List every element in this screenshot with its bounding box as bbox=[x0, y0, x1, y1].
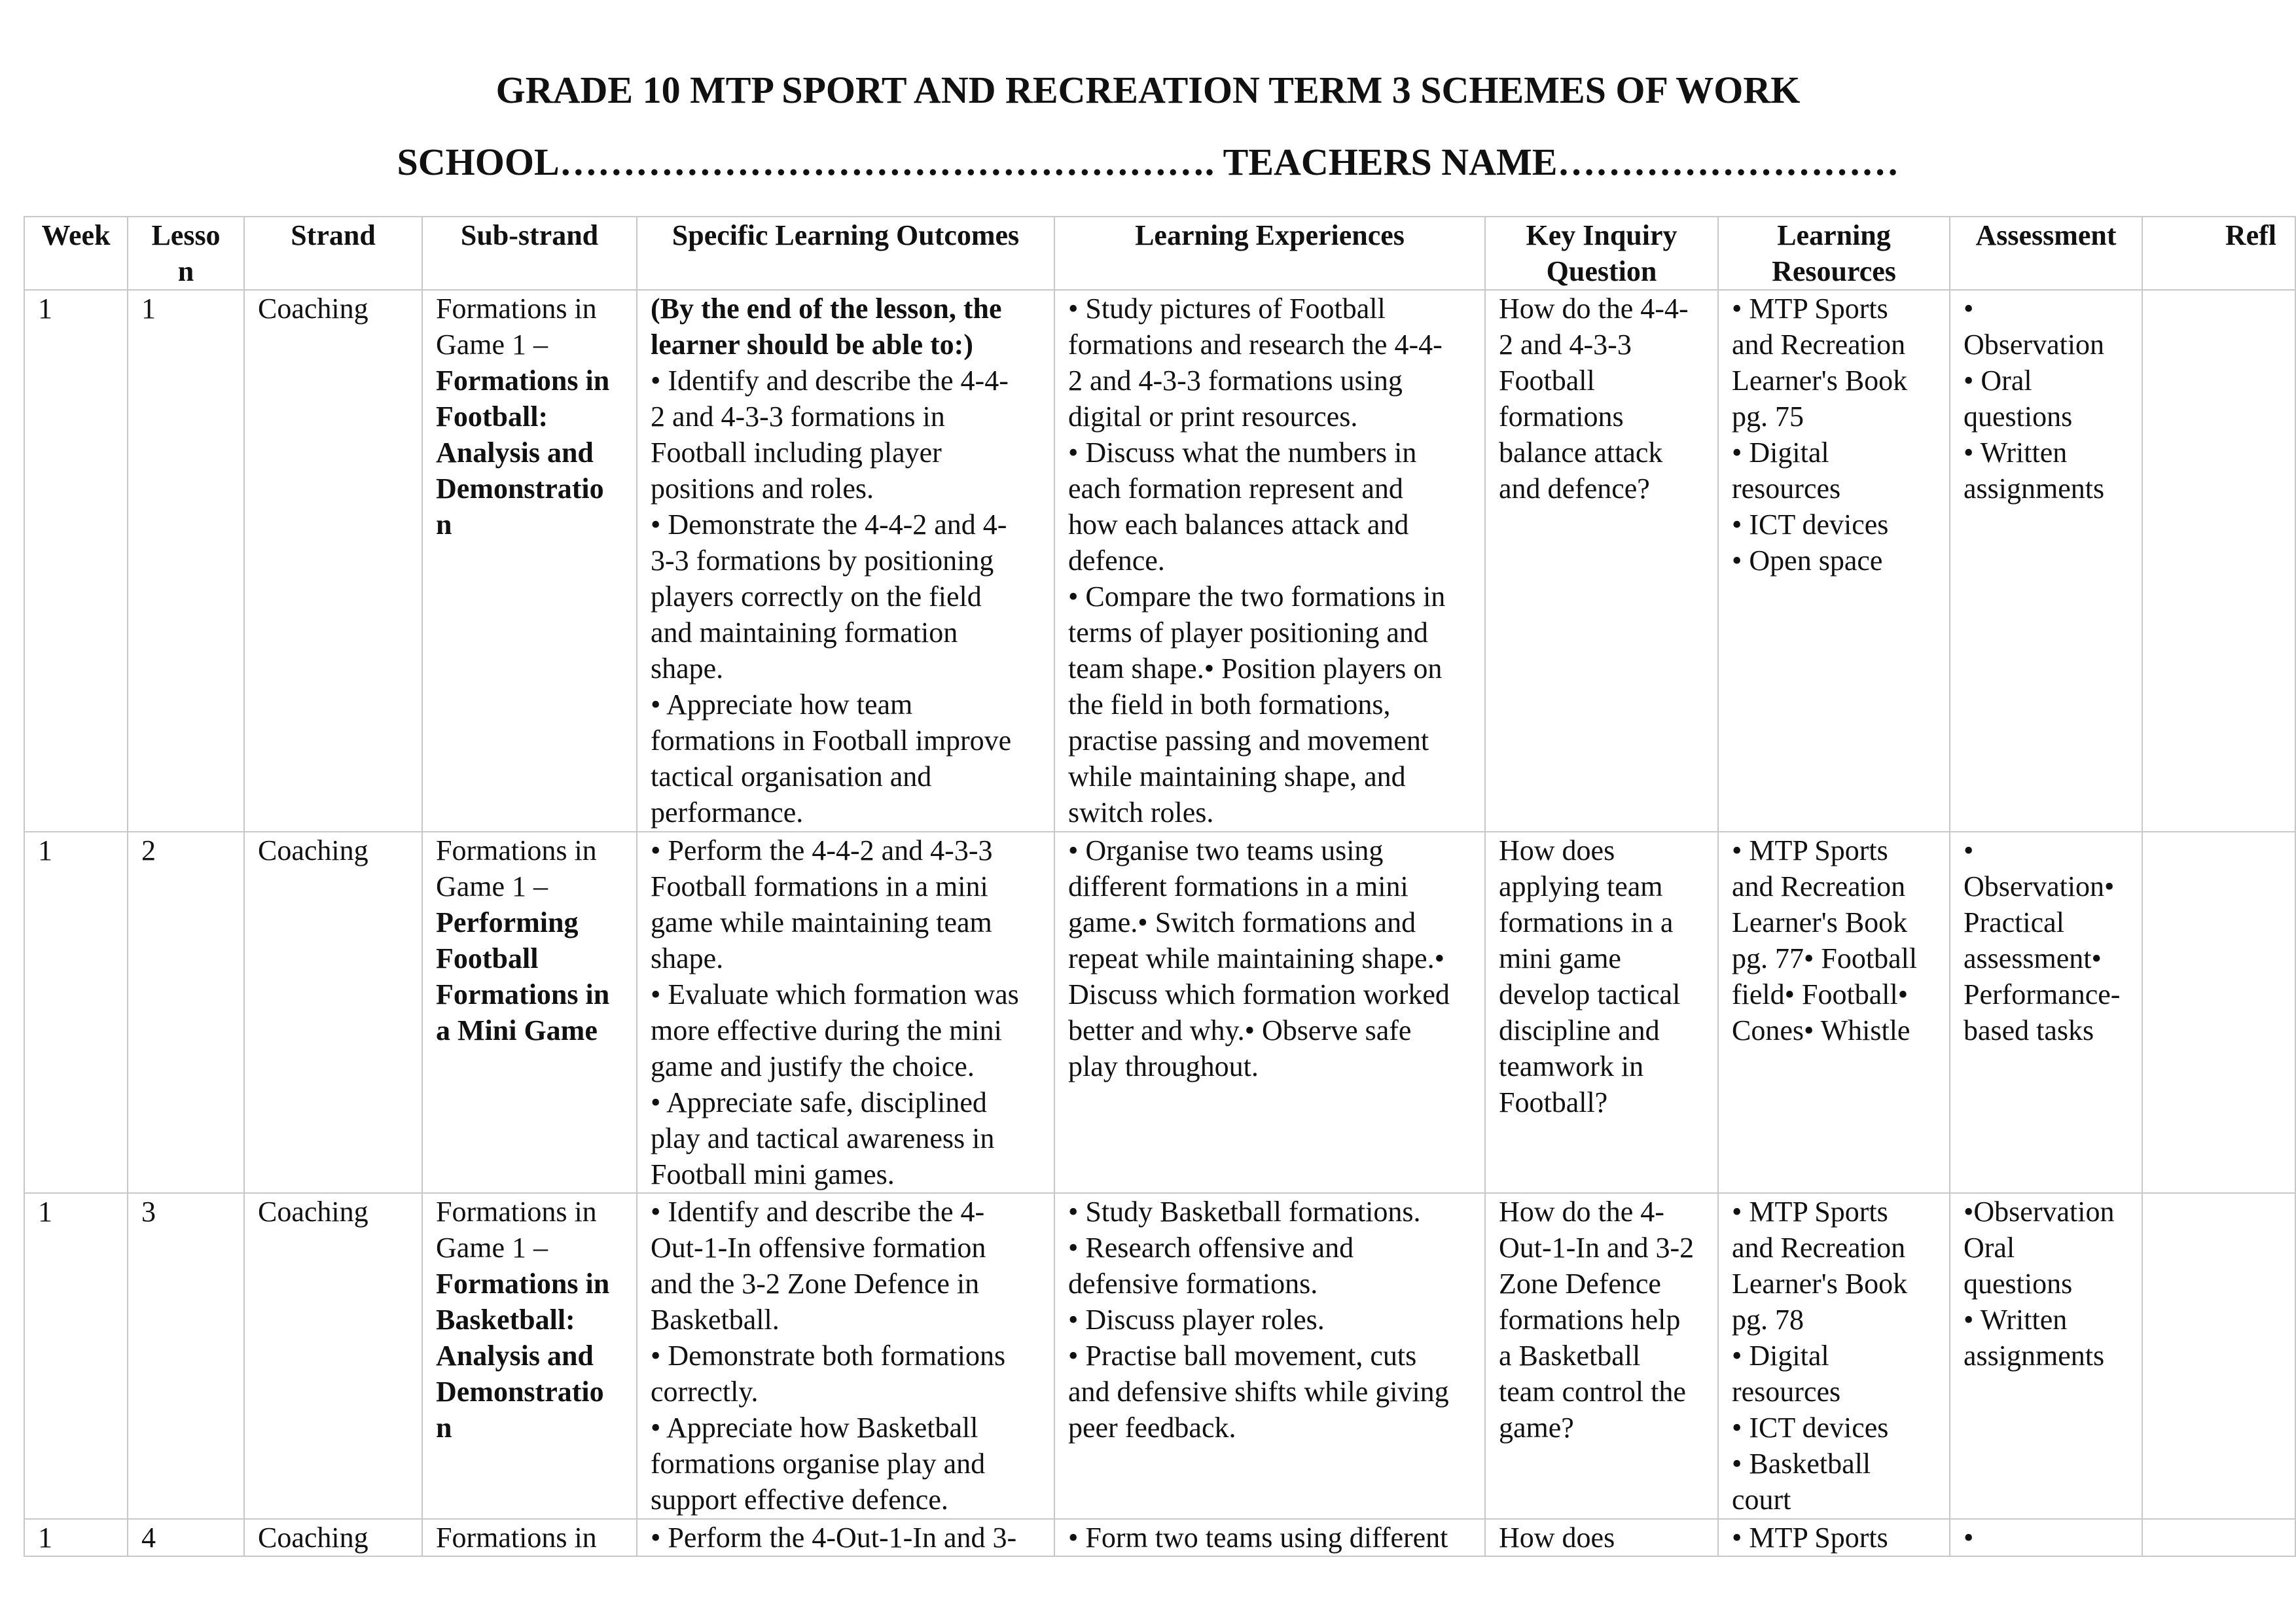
learning-outcomes-cell bbox=[637, 1519, 1054, 1556]
header-kiq-line1: Key Inquiry bbox=[1526, 219, 1677, 251]
learning-outcome-line: • Perform the 4-4-2 and 4-3-3 bbox=[651, 834, 993, 866]
learning-resource-line: Learner's Book bbox=[1732, 906, 1908, 938]
substrand-line: Game 1 – bbox=[436, 870, 548, 902]
substrand-title-line: Performing bbox=[436, 906, 579, 938]
learning-experience-line: • Compare the two formations in bbox=[1068, 580, 1446, 613]
assessment-cell bbox=[1950, 1519, 2142, 1556]
learning-experience-line: • Study pictures of Football bbox=[1068, 293, 1386, 325]
learning-outcome-line: 3-3 formations by positioning bbox=[651, 544, 994, 577]
learning-resource-line: • Digital bbox=[1732, 437, 1829, 469]
learning-resource-line: • Basketball bbox=[1732, 1448, 1871, 1480]
learning-outcome-line: correctly. bbox=[651, 1376, 759, 1408]
substrand-title-line: n bbox=[436, 1412, 452, 1444]
learning-outcome-line: • Demonstrate the 4-4-2 and 4- bbox=[651, 508, 1007, 541]
learning-outcome-line: tactical organisation and bbox=[651, 760, 932, 793]
learning-outcome-line: (By the end of the lesson, the bbox=[651, 293, 1002, 325]
week-cell: 1 bbox=[24, 1519, 128, 1556]
assessment-line: Practical bbox=[1964, 906, 2064, 938]
lesson-cell: 3 bbox=[128, 1193, 244, 1519]
learning-experience-line: 2 and 4-3-3 formations using bbox=[1068, 365, 1403, 397]
learning-experience-line: • Research offensive and bbox=[1068, 1232, 1354, 1264]
learning-experience-line: • Form two teams using different bbox=[1068, 1522, 1448, 1554]
learning-outcome-line: formations in Football improve bbox=[651, 724, 1012, 757]
learning-experiences-cell bbox=[1054, 1519, 1485, 1556]
learning-resource-line: field• Football• bbox=[1732, 978, 1909, 1010]
header-learning-resources bbox=[1718, 217, 1950, 290]
key-inquiry-line: teamwork in bbox=[1499, 1050, 1644, 1082]
learning-experiences-cell bbox=[1054, 1193, 1485, 1519]
lesson-cell: 2 bbox=[128, 832, 244, 1193]
learning-resource-line: and Recreation bbox=[1732, 1232, 1906, 1264]
header-learning-experiences: Learning Experiences bbox=[1054, 217, 1485, 290]
learning-outcome-line: and the 3-2 Zone Defence in bbox=[651, 1268, 980, 1300]
header-substrand: Sub-strand bbox=[422, 217, 637, 290]
assessment-cell bbox=[1950, 1193, 2142, 1519]
substrand-title-line: Demonstratio bbox=[436, 473, 604, 505]
learning-outcome-line: positions and roles. bbox=[651, 473, 874, 505]
header-row bbox=[24, 217, 2295, 290]
key-inquiry-line: discipline and bbox=[1499, 1014, 1660, 1046]
key-inquiry-line: develop tactical bbox=[1499, 978, 1681, 1010]
strand-cell: Coaching bbox=[244, 1519, 422, 1556]
learning-resource-line: pg. 75 bbox=[1732, 401, 1804, 433]
learning-resource-line: • Digital bbox=[1732, 1340, 1829, 1372]
key-inquiry-line: 2 and 4-3-3 bbox=[1499, 329, 1632, 361]
substrand-title-line: Analysis and bbox=[436, 437, 594, 469]
learning-outcome-line: Football including player bbox=[651, 437, 942, 469]
key-inquiry-line: team control the bbox=[1499, 1376, 1686, 1408]
learning-experience-line: • Practise ball movement, cuts bbox=[1068, 1340, 1417, 1372]
substrand-title-line: Basketball: bbox=[436, 1304, 575, 1336]
learning-outcome-line: more effective during the mini bbox=[651, 1014, 1002, 1046]
learning-resource-line: resources bbox=[1732, 473, 1841, 505]
key-inquiry-line: How do the 4-4- bbox=[1499, 293, 1689, 325]
reflection-cell bbox=[2142, 290, 2295, 832]
substrand-title-line: a Mini Game bbox=[436, 1014, 598, 1046]
learning-outcome-line: • Appreciate how Basketball bbox=[651, 1412, 978, 1444]
substrand-title-line: Formations in bbox=[436, 365, 610, 397]
learning-outcome-line: • Appreciate how team bbox=[651, 688, 913, 721]
key-inquiry-line: Football? bbox=[1499, 1086, 1608, 1118]
table-row bbox=[24, 1193, 2295, 1519]
learning-experiences-cell bbox=[1054, 832, 1485, 1193]
assessment-line: • Written bbox=[1964, 437, 2068, 469]
key-inquiry-line: How do the 4- bbox=[1499, 1196, 1664, 1228]
assessment-line: • bbox=[1964, 1522, 1974, 1554]
learning-outcome-line: game and justify the choice. bbox=[651, 1050, 975, 1082]
learning-resource-line: and Recreation bbox=[1732, 870, 1906, 902]
learning-experience-line: each formation represent and bbox=[1068, 473, 1403, 505]
learning-resources-cell bbox=[1718, 832, 1950, 1193]
substrand-title-line: Football bbox=[436, 942, 539, 974]
week-cell: 1 bbox=[24, 290, 128, 832]
header-week: Week bbox=[24, 217, 128, 290]
key-inquiry-line: formations bbox=[1499, 401, 1624, 433]
assessment-line: Oral bbox=[1964, 1232, 2015, 1264]
key-inquiry-line: Football bbox=[1499, 365, 1595, 397]
learning-outcome-line: play and tactical awareness in bbox=[651, 1122, 995, 1154]
week-cell: 1 bbox=[24, 832, 128, 1193]
substrand-line: Formations in bbox=[436, 1522, 597, 1554]
learning-experience-line: • Discuss what the numbers in bbox=[1068, 437, 1417, 469]
key-inquiry-line: and defence? bbox=[1499, 473, 1650, 505]
reflection-cell bbox=[2142, 1519, 2295, 1556]
learning-outcome-line: game while maintaining team bbox=[651, 906, 992, 938]
learning-outcome-line: Football formations in a mini bbox=[651, 870, 988, 902]
learning-outcome-line: Basketball. bbox=[651, 1304, 780, 1336]
assessment-line: based tasks bbox=[1964, 1014, 2094, 1046]
learning-outcome-line: learner should be able to:) bbox=[651, 329, 973, 361]
learning-resource-line: pg. 77• Football bbox=[1732, 942, 1918, 974]
learning-resource-line: • MTP Sports bbox=[1732, 1522, 1888, 1554]
key-inquiry-line: formations in a bbox=[1499, 906, 1674, 938]
lesson-cell: 1 bbox=[128, 290, 244, 832]
assessment-line: Observation• bbox=[1964, 870, 2115, 902]
substrand-line: Formations in bbox=[436, 293, 597, 325]
learning-resource-line: Learner's Book bbox=[1732, 365, 1908, 397]
substrand-title-line: Demonstratio bbox=[436, 1376, 604, 1408]
assessment-line: Performance- bbox=[1964, 978, 2121, 1010]
reflection-cell bbox=[2142, 832, 2295, 1193]
assessment-line: •Observation bbox=[1964, 1196, 2115, 1228]
learning-outcome-line: shape. bbox=[651, 652, 724, 685]
assessment-line: questions bbox=[1964, 1268, 2073, 1300]
learning-outcomes-cell bbox=[637, 1193, 1054, 1519]
learning-outcome-line: • Evaluate which formation was bbox=[651, 978, 1019, 1010]
learning-experience-line: • Study Basketball formations. bbox=[1068, 1196, 1421, 1228]
assessment-cell bbox=[1950, 832, 2142, 1193]
key-inquiry-line: How does bbox=[1499, 834, 1615, 866]
substrand-line: Formations in bbox=[436, 1196, 597, 1228]
header-reflection: Refl bbox=[2142, 217, 2295, 290]
learning-outcome-line: • Identify and describe the 4- bbox=[651, 1196, 985, 1228]
learning-resource-line: • MTP Sports bbox=[1732, 834, 1888, 866]
learning-experience-line: how each balances attack and bbox=[1068, 508, 1409, 541]
lesson-cell: 4 bbox=[128, 1519, 244, 1556]
strand-cell: Coaching bbox=[244, 290, 422, 832]
key-inquiry-line: balance attack bbox=[1499, 437, 1663, 469]
key-inquiry-line: game? bbox=[1499, 1412, 1574, 1444]
substrand-title-line: Football: bbox=[436, 401, 548, 433]
learning-resource-line: • MTP Sports bbox=[1732, 1196, 1888, 1228]
assessment-line: Observation bbox=[1964, 329, 2105, 361]
learning-resource-line: and Recreation bbox=[1732, 329, 1906, 361]
header-lesson bbox=[128, 217, 244, 290]
table-row bbox=[24, 832, 2295, 1193]
learning-experience-line: defence. bbox=[1068, 544, 1165, 577]
table-row bbox=[24, 1519, 2295, 1556]
key-inquiry-cell bbox=[1485, 832, 1718, 1193]
learning-resource-line: pg. 78 bbox=[1732, 1304, 1804, 1336]
learning-experiences-cell bbox=[1054, 290, 1485, 832]
learning-experience-line: switch roles. bbox=[1068, 796, 1214, 829]
document-title: GRADE 10 MTP SPORT AND RECREATION TERM 3 SCHEMES OF WORK bbox=[495, 69, 1801, 111]
learning-resource-line: Cones• Whistle bbox=[1732, 1014, 1910, 1046]
substrand-title-line: n bbox=[436, 508, 452, 541]
header-lesson-line1: Lesso bbox=[151, 219, 221, 251]
assessment-cell bbox=[1950, 290, 2142, 832]
learning-experience-line: • Organise two teams using bbox=[1068, 834, 1384, 866]
substrand-line: Game 1 – bbox=[436, 1232, 548, 1264]
learning-resource-line: • ICT devices bbox=[1732, 1412, 1889, 1444]
assessment-line: • bbox=[1964, 834, 1974, 866]
learning-outcome-line: • Appreciate safe, disciplined bbox=[651, 1086, 987, 1118]
learning-outcome-line: • Perform the 4-Out-1-In and 3- bbox=[651, 1522, 1017, 1554]
learning-experience-line: repeat while maintaining shape.• bbox=[1068, 942, 1444, 974]
key-inquiry-line: Zone Defence bbox=[1499, 1268, 1661, 1300]
key-inquiry-cell bbox=[1485, 1193, 1718, 1519]
header-lr-line1: Learning bbox=[1777, 219, 1891, 251]
learning-resource-line: court bbox=[1732, 1484, 1791, 1516]
substrand-title-line: Formations in bbox=[436, 978, 610, 1010]
learning-experience-line: practise passing and movement bbox=[1068, 724, 1429, 757]
assessment-line: assessment• bbox=[1964, 942, 2102, 974]
assessment-line: assignments bbox=[1964, 473, 2105, 505]
key-inquiry-line: Out-1-In and 3-2 bbox=[1499, 1232, 1695, 1264]
learning-experience-line: • Discuss player roles. bbox=[1068, 1304, 1325, 1336]
assessment-line: questions bbox=[1964, 401, 2073, 433]
key-inquiry-cell bbox=[1485, 290, 1718, 832]
learning-resources-cell bbox=[1718, 1519, 1950, 1556]
key-inquiry-line: mini game bbox=[1499, 942, 1621, 974]
substrand-cell bbox=[422, 832, 637, 1193]
reflection-cell bbox=[2142, 1193, 2295, 1519]
school-teacher-line: SCHOOL……………………………………………. TEACHERS NAME……………………… bbox=[397, 141, 1899, 183]
header-kiq-line2: Question bbox=[1546, 255, 1657, 287]
learning-experience-line: different formations in a mini bbox=[1068, 870, 1408, 902]
header-lr-line2: Resources bbox=[1772, 255, 1896, 287]
learning-experience-line: better and why.• Observe safe bbox=[1068, 1014, 1412, 1046]
learning-outcome-line: Out-1-In offensive formation bbox=[651, 1232, 986, 1264]
week-cell: 1 bbox=[24, 1193, 128, 1519]
learning-experience-line: while maintaining shape, and bbox=[1068, 760, 1406, 793]
learning-outcome-line: • Demonstrate both formations bbox=[651, 1340, 1006, 1372]
assessment-line: • Written bbox=[1964, 1304, 2068, 1336]
assessment-line: • bbox=[1964, 293, 1974, 325]
learning-outcome-line: performance. bbox=[651, 796, 804, 829]
learning-experience-line: the field in both formations, bbox=[1068, 688, 1391, 721]
learning-resource-line: • Open space bbox=[1732, 544, 1883, 577]
learning-resource-line: • ICT devices bbox=[1732, 508, 1889, 541]
assessment-line: • Oral bbox=[1964, 365, 2032, 397]
header-assessment: Assessment bbox=[1950, 217, 2142, 290]
substrand-line: Formations in bbox=[436, 834, 597, 866]
schemes-of-work-table bbox=[24, 216, 2296, 1557]
substrand-title-line: Analysis and bbox=[436, 1340, 594, 1372]
learning-outcomes-cell bbox=[637, 832, 1054, 1193]
learning-outcome-line: support effective defence. bbox=[651, 1484, 948, 1516]
strand-cell: Coaching bbox=[244, 832, 422, 1193]
strand-cell: Coaching bbox=[244, 1193, 422, 1519]
learning-resources-cell bbox=[1718, 1193, 1950, 1519]
learning-experience-line: team shape.• Position players on bbox=[1068, 652, 1443, 685]
learning-outcome-line: Football mini games. bbox=[651, 1158, 895, 1190]
header-key-inquiry-question bbox=[1485, 217, 1718, 290]
learning-outcome-line: 2 and 4-3-3 formations in bbox=[651, 401, 945, 433]
substrand-line: Game 1 – bbox=[436, 329, 548, 361]
learning-resource-line: resources bbox=[1732, 1376, 1841, 1408]
learning-experience-line: game.• Switch formations and bbox=[1068, 906, 1416, 938]
key-inquiry-cell bbox=[1485, 1519, 1718, 1556]
substrand-cell bbox=[422, 290, 637, 832]
header-strand: Strand bbox=[244, 217, 422, 290]
header-lesson-line2: n bbox=[177, 255, 194, 287]
key-inquiry-line: applying team bbox=[1499, 870, 1663, 902]
learning-outcome-line: players correctly on the field bbox=[651, 580, 982, 613]
learning-outcome-line: • Identify and describe the 4-4- bbox=[651, 365, 1009, 397]
learning-experience-line: peer feedback. bbox=[1068, 1412, 1236, 1444]
learning-experience-line: and defensive shifts while giving bbox=[1068, 1376, 1449, 1408]
learning-experience-line: formations and research the 4-4- bbox=[1068, 329, 1443, 361]
learning-outcome-line: shape. bbox=[651, 942, 724, 974]
substrand-cell bbox=[422, 1519, 637, 1556]
substrand-title-line: Formations in bbox=[436, 1268, 610, 1300]
learning-experience-line: Discuss which formation worked bbox=[1068, 978, 1450, 1010]
learning-outcomes-cell bbox=[637, 290, 1054, 832]
substrand-cell bbox=[422, 1193, 637, 1519]
learning-outcome-line: formations organise play and bbox=[651, 1448, 986, 1480]
key-inquiry-line: a Basketball bbox=[1499, 1340, 1641, 1372]
assessment-line: assignments bbox=[1964, 1340, 2105, 1372]
learning-experience-line: terms of player positioning and bbox=[1068, 616, 1428, 649]
key-inquiry-line: formations help bbox=[1499, 1304, 1681, 1336]
learning-outcome-line: and maintaining formation bbox=[651, 616, 958, 649]
table-row bbox=[24, 290, 2295, 832]
learning-experience-line: defensive formations. bbox=[1068, 1268, 1318, 1300]
learning-resource-line: Learner's Book bbox=[1732, 1268, 1908, 1300]
learning-resources-cell bbox=[1718, 290, 1950, 832]
learning-experience-line: digital or print resources. bbox=[1068, 401, 1358, 433]
learning-experience-line: play throughout. bbox=[1068, 1050, 1259, 1082]
header-specific-learning-outcomes: Specific Learning Outcomes bbox=[637, 217, 1054, 290]
learning-resource-line: • MTP Sports bbox=[1732, 293, 1888, 325]
key-inquiry-line: How does bbox=[1499, 1522, 1615, 1554]
